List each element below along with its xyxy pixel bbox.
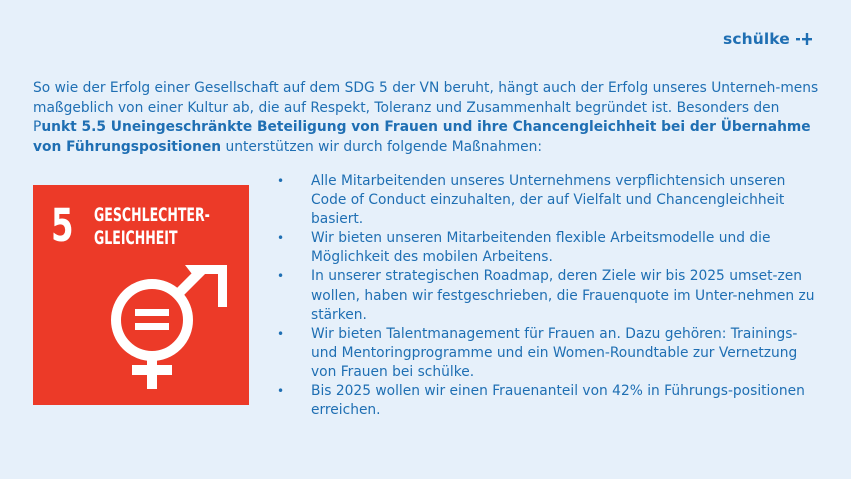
gender-equality-icon xyxy=(103,265,227,390)
intro-paragraph xyxy=(33,79,823,157)
intro-highlight: unkt 5.5 Uneingeschränkte Beteiligung von Frauen und ihre Chancengleichheit bei der Übernahme von Führungspositionen xyxy=(33,119,811,155)
list-item xyxy=(276,382,821,420)
measure-text: Wir bieten Talentmanagement für Frauen an. Dazu gehören: Trainings- und Mentoringprogramme und ein Women-Roundtable zur Vernetzung von Frauen bei schülke. xyxy=(311,325,798,380)
bullet-icon: • xyxy=(277,384,285,399)
measure-text: Wir bieten unseren Mitarbeitenden flexible Arbeitsmodelle und die Möglichkeit des mobilen Arbeitens. xyxy=(311,230,771,266)
sdg-number: 5 xyxy=(51,199,74,252)
bullet-icon: • xyxy=(277,269,285,284)
intro-text-1: So wie der Erfolg einer Gesellschaft auf dem SDG 5 der VN beruht, hängt auch der Erfolg unseres Unterneh-mens maßgeblich von einer Kultur ab, die auf Respekt, Toleranz und Zusammenhalt begründet ist. Besonders den P xyxy=(33,80,819,136)
list-item xyxy=(276,267,821,324)
sdg-title-line-2: GLEICHHEIT xyxy=(94,227,178,249)
measure-text: In unserer strategischen Roadmap, deren Ziele wir bis 2025 umset-zen wollen, haben wir festgeschrieben, die Frauenquote im Unter-nehmen zu stärken. xyxy=(311,268,815,323)
list-item xyxy=(276,229,821,267)
list-item xyxy=(276,325,821,382)
logo-text: schülke xyxy=(723,30,790,48)
measures-list xyxy=(276,172,821,420)
intro-text-2: unterstützen wir durch folgende Maßnahmen: xyxy=(221,138,543,155)
list-item xyxy=(276,172,821,229)
sdg-title xyxy=(94,204,233,250)
logo-plus-icon xyxy=(796,31,812,47)
sdg-title-line-1: GESCHLECHTER- xyxy=(94,204,210,226)
measure-text: Alle Mitarbeitenden unseres Unternehmens verpflichtensich unseren Code of Conduct einzuhalten, der auf Vielfalt und Chancengleichheit basiert. xyxy=(311,173,786,228)
measure-text: Bis 2025 wollen wir einen Frauenanteil von 42% in Führungs-positionen erreichen. xyxy=(311,383,805,419)
schuelke-logo xyxy=(723,30,812,48)
bullet-icon: • xyxy=(277,174,285,188)
sdg-5-tile xyxy=(33,185,249,405)
bullet-icon: • xyxy=(277,231,285,246)
bullet-icon: • xyxy=(277,326,285,341)
